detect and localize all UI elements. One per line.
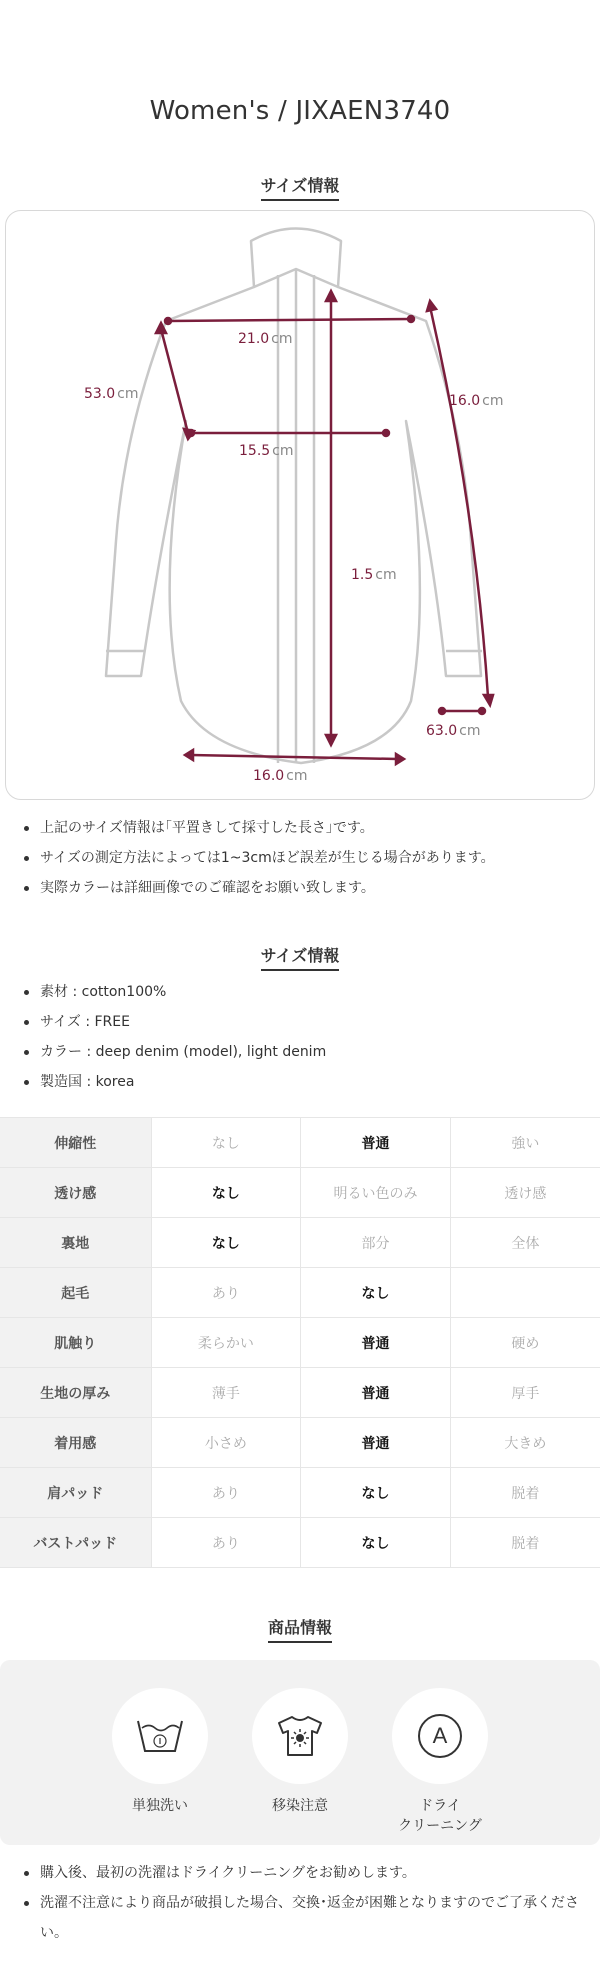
attribute-option: なし: [301, 1468, 451, 1518]
fabric-attributes-table: [0, 1117, 600, 1568]
size-info-heading: サイズ情報: [0, 173, 600, 201]
measure-label: 21.0 cm: [238, 331, 293, 347]
table-row: [0, 1418, 600, 1468]
care-label: 単独洗い: [132, 1798, 188, 1814]
attribute-option: なし: [151, 1218, 301, 1268]
specs-list: [20, 977, 580, 1097]
attribute-option: あり: [151, 1268, 301, 1318]
attribute-option: 薄手: [151, 1368, 301, 1418]
color-transfer-icon: [275, 1713, 325, 1759]
attribute-option: 柔らかい: [151, 1318, 301, 1368]
table-row: [0, 1368, 600, 1418]
list-item: 素材 : cotton100%: [20, 977, 580, 1007]
attribute-label: 起毛: [0, 1268, 151, 1318]
table-row: [0, 1118, 600, 1168]
care-label: 移染注意: [272, 1798, 328, 1814]
material-info-heading: サイズ情報: [0, 943, 600, 971]
attribute-option: 透け感: [450, 1168, 600, 1218]
list-item: サイズの測定方法によっては1~3cmほど誤差が生じる場合があります。: [20, 843, 580, 873]
table-row: [0, 1318, 600, 1368]
attribute-option: なし: [301, 1518, 451, 1568]
list-item: 上記のサイズ情報は｢平置きして採寸した長さ｣です。: [20, 813, 580, 843]
attribute-option: 脱着: [450, 1468, 600, 1518]
attribute-label: 生地の厚み: [0, 1368, 151, 1418]
size-diagram: [5, 210, 595, 800]
attribute-label: 肩パッド: [0, 1468, 151, 1518]
attribute-option: あり: [151, 1468, 301, 1518]
attribute-option: 強い: [450, 1118, 600, 1168]
list-item: 製造国 : korea: [20, 1067, 580, 1097]
attribute-option: 普通: [301, 1368, 451, 1418]
attribute-option: なし: [151, 1118, 301, 1168]
attribute-option: なし: [151, 1168, 301, 1218]
attribute-option: 明るい色のみ: [301, 1168, 451, 1218]
table-row: [0, 1168, 600, 1218]
page-title: Women's / JIXAEN3740: [149, 96, 451, 126]
list-item: 購入後、最初の洗濯はドライクリーニングをお勧めします。: [20, 1858, 580, 1888]
care-item: [110, 1688, 210, 1816]
attribute-label: バストパッド: [0, 1518, 151, 1568]
attribute-option: 全体: [450, 1218, 600, 1268]
measure-label: 16.0 cm: [449, 393, 504, 409]
shirt-outline-illustration: [6, 211, 596, 801]
care-item: [250, 1688, 350, 1816]
attribute-option: [450, 1268, 600, 1318]
attribute-option: 大きめ: [450, 1418, 600, 1468]
attribute-option: 普通: [301, 1118, 451, 1168]
list-item: 実際カラーは詳細画像でのご確認をお願い致します。: [20, 873, 580, 903]
attribute-option: 小さめ: [151, 1418, 301, 1468]
attribute-option: なし: [301, 1268, 451, 1318]
care-label: ドライ クリーニング: [398, 1798, 482, 1834]
measure-label: 1.5 cm: [351, 567, 397, 583]
measure-label: 15.5 cm: [239, 443, 294, 459]
attribute-option: 普通: [301, 1418, 451, 1468]
dry-clean-icon: A: [418, 1714, 462, 1758]
size-notes-list: [20, 813, 580, 903]
care-instructions-panel: [0, 1660, 600, 1845]
table-row: [0, 1468, 600, 1518]
attribute-option: 脱着: [450, 1518, 600, 1568]
table-row: [0, 1518, 600, 1568]
hand-wash-icon: [135, 1715, 185, 1757]
attribute-option: 厚手: [450, 1368, 600, 1418]
care-item: [390, 1688, 490, 1836]
table-row: [0, 1268, 600, 1318]
attribute-option: 普通: [301, 1318, 451, 1368]
table-row: [0, 1218, 600, 1268]
attribute-label: 肌触り: [0, 1318, 151, 1368]
attribute-label: 着用感: [0, 1418, 151, 1468]
attribute-label: 透け感: [0, 1168, 151, 1218]
list-item: サイズ : FREE: [20, 1007, 580, 1037]
product-info-heading: 商品情報: [0, 1615, 600, 1643]
care-notes-list: [20, 1858, 580, 1948]
measure-label: 16.0 cm: [253, 768, 308, 784]
measure-label: 53.0 cm: [84, 386, 139, 402]
attribute-label: 裏地: [0, 1218, 151, 1268]
measure-label: 63.0 cm: [426, 723, 481, 739]
attribute-option: 硬め: [450, 1318, 600, 1368]
attribute-option: 部分: [301, 1218, 451, 1268]
list-item: 洗濯不注意により商品が破損した場合、交換･返金が困難となりますのでご了承ください。: [20, 1888, 580, 1948]
list-item: カラー : deep denim (model), light denim: [20, 1037, 580, 1067]
attribute-label: 伸縮性: [0, 1118, 151, 1168]
attribute-option: あり: [151, 1518, 301, 1568]
